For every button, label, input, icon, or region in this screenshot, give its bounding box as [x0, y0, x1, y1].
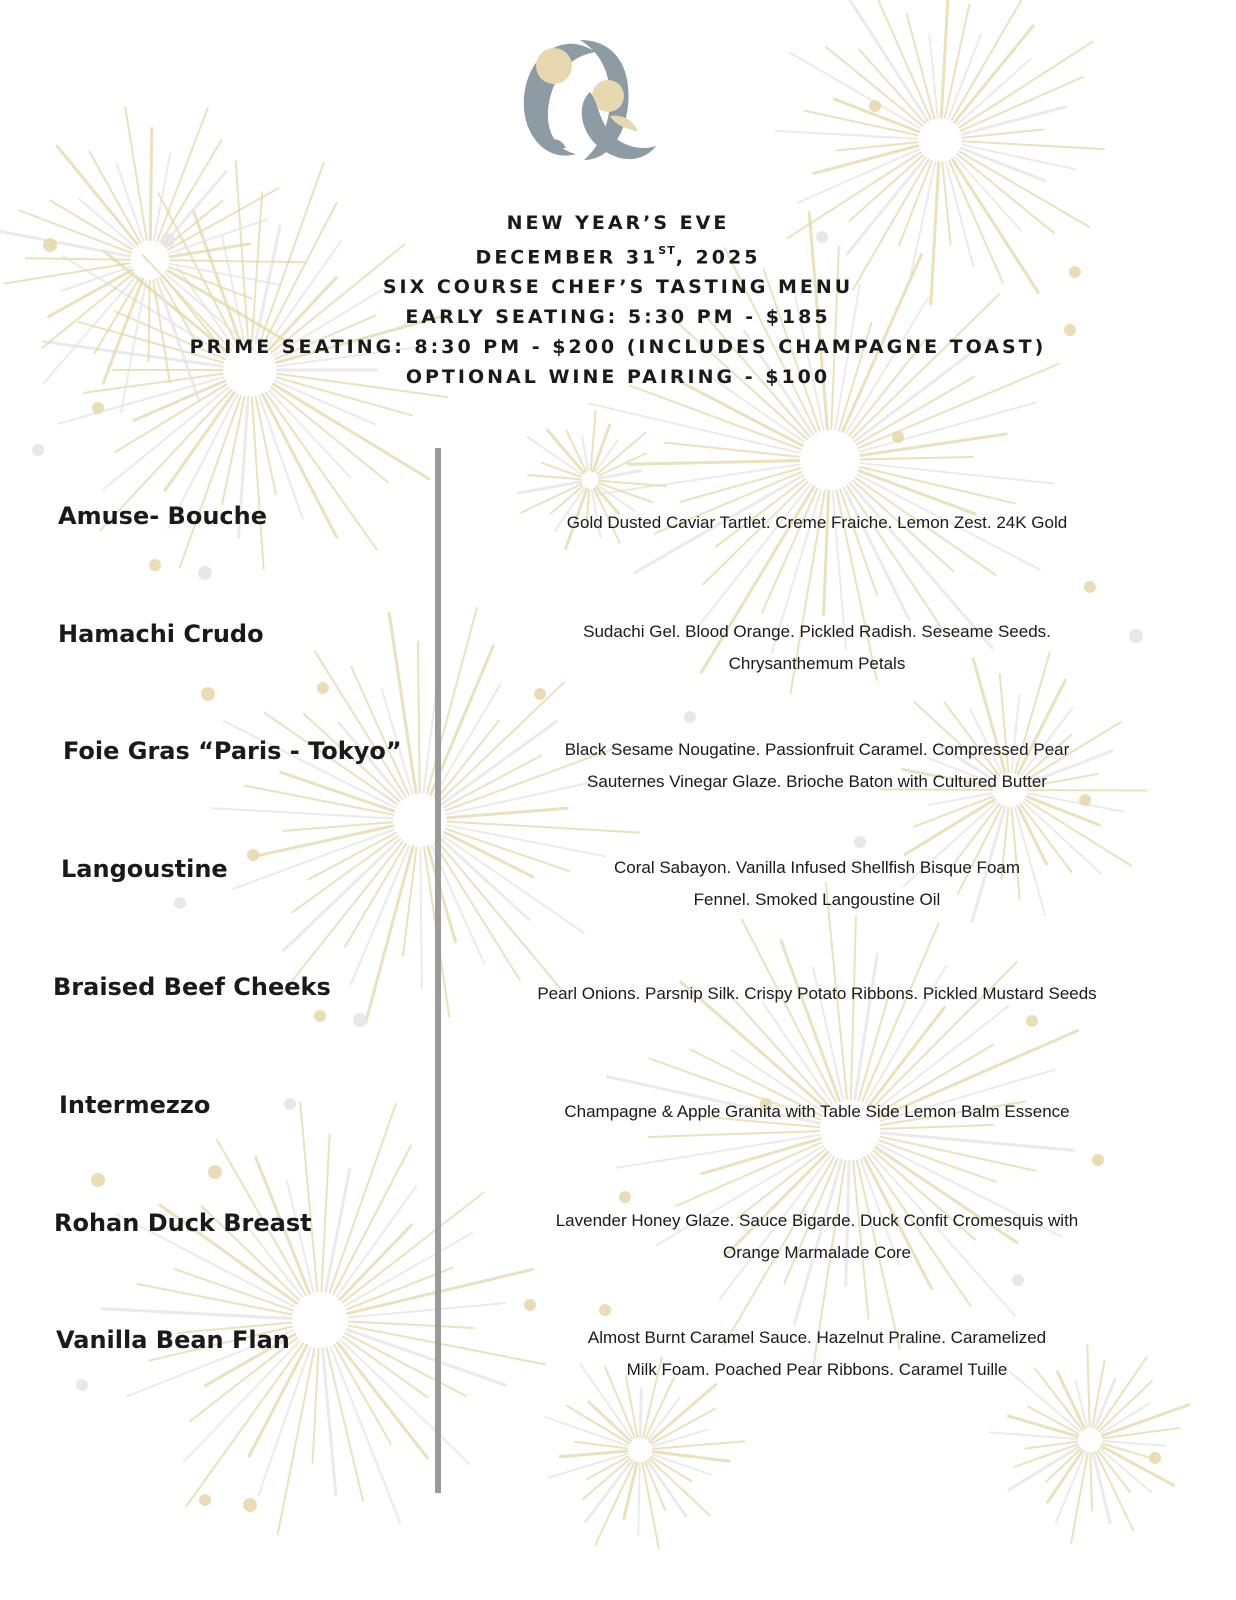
sparkle-dot	[32, 444, 44, 456]
restaurant-logo	[510, 36, 662, 168]
course-desc-line: Black Sesame Nougatine. Passionfruit Caramel. Compressed Pear	[564, 740, 1070, 759]
course-name-braised-beef-cheeks: Braised Beef Cheeks	[53, 973, 331, 1001]
sparkle-dot	[76, 1379, 88, 1391]
course-desc-langoustine	[470, 852, 1164, 916]
wine-pairing: OPTIONAL WINE PAIRING - $100	[405, 366, 831, 389]
vertical-divider	[435, 448, 441, 1493]
sparkle-dot	[892, 431, 904, 443]
sparkle-dot	[534, 688, 546, 700]
sparkle-dot	[199, 1494, 211, 1506]
course-desc-line: Fennel. Smoked Langoustine Oil	[693, 890, 941, 909]
menu-subtitle: SIX COURSE CHEF’S TASTING MENU	[382, 276, 854, 299]
sparkle-dot	[208, 1165, 222, 1179]
course-desc-hamachi-crudo	[470, 616, 1164, 680]
sparkle-dot	[1026, 1015, 1038, 1027]
course-desc-vanilla-bean-flan	[470, 1322, 1164, 1386]
event-title: NEW YEAR’S EVE	[506, 212, 730, 234]
event-date	[0, 238, 1236, 272]
sparkle-dot	[201, 687, 215, 701]
sparkle-dot	[317, 682, 329, 694]
sparkle-dot	[174, 897, 186, 909]
sparkle-dot	[314, 1010, 326, 1022]
sparkle-dot	[524, 1299, 536, 1311]
course-name-foie-gras: Foie Gras “Paris - Tokyo”	[63, 737, 402, 765]
course-desc-line: Milk Foam. Poached Pear Ribbons. Caramel Tuille	[626, 1360, 1008, 1379]
event-date-ordinal: ST	[658, 244, 676, 257]
firework-burst	[545, 1357, 744, 1548]
course-name-vanilla-bean-flan: Vanilla Bean Flan	[56, 1326, 290, 1354]
course-desc-line: Pearl Onions. Parsnip Silk. Crispy Potato Ribbons. Pickled Mustard Seeds	[537, 984, 1097, 1003]
course-desc-line: Chrysanthemum Petals	[728, 654, 906, 673]
course-name-intermezzo: Intermezzo	[59, 1091, 211, 1119]
sparkle-dot	[1092, 1154, 1104, 1166]
event-date-main: DECEMBER 31	[475, 246, 659, 269]
course-desc-line: Sauternes Vinegar Glaze. Brioche Baton with Cultured Butter	[587, 772, 1047, 791]
sparkle-dot	[149, 559, 161, 571]
sparkle-dot	[198, 566, 212, 580]
sparkle-dot	[684, 711, 696, 723]
sparkle-dot	[1149, 1452, 1161, 1464]
firework-burst	[102, 1102, 545, 1534]
sparkle-dot	[92, 402, 104, 414]
course-desc-line: Coral Sabayon. Vanilla Infused Shellfish Bisque Foam	[613, 858, 1021, 877]
course-desc-foie-gras	[470, 734, 1164, 798]
sparkle-dot	[1084, 581, 1096, 593]
course-desc-intermezzo	[470, 1096, 1164, 1128]
course-name-rohan-duck-breast: Rohan Duck Breast	[54, 1209, 312, 1237]
course-desc-line: Gold Dusted Caviar Tartlet. Creme Fraiche. Lemon Zest. 24K Gold	[566, 513, 1068, 532]
course-name-amuse-bouche: Amuse- Bouche	[58, 502, 268, 530]
menu-header	[0, 208, 1236, 392]
course-desc-braised-beef-cheeks	[470, 978, 1164, 1010]
sparkle-dot	[599, 1304, 611, 1316]
course-name-langoustine: Langoustine	[61, 855, 228, 883]
course-name-hamachi-crudo: Hamachi Crudo	[58, 620, 264, 648]
sparkle-dot	[247, 849, 259, 861]
sparkle-dot	[284, 1098, 296, 1110]
course-desc-amuse-bouche	[470, 507, 1164, 539]
course-desc-line: Almost Burnt Caramel Sauce. Hazelnut Praline. Caramelized	[587, 1328, 1047, 1347]
sparkle-dot	[869, 100, 881, 112]
course-desc-line: Lavender Honey Glaze. Sauce Bigarde. Duck Confit Cromesquis with	[555, 1211, 1079, 1230]
course-desc-line: Orange Marmalade Core	[722, 1243, 912, 1262]
course-desc-line: Champagne & Apple Granita with Table Side Lemon Balm Essence	[564, 1102, 1070, 1121]
sparkle-dot	[1012, 1274, 1024, 1286]
sparkle-dot	[243, 1498, 257, 1512]
event-date-year: , 2025	[675, 246, 761, 269]
prime-seating: PRIME SEATING: 8:30 PM - $200 (INCLUDES CHAMPAGNE TOAST)	[189, 336, 1047, 359]
sparkle-dot	[854, 836, 866, 848]
course-desc-line: Sudachi Gel. Blood Orange. Pickled Radish. Seseame Seeds.	[583, 622, 1051, 641]
course-desc-rohan-duck-breast	[470, 1205, 1164, 1269]
sparkle-dot	[91, 1173, 105, 1187]
sparkle-dot	[353, 1013, 367, 1027]
early-seating: EARLY SEATING: 5:30 PM - $185	[405, 306, 831, 329]
sparkle-dot	[619, 1191, 631, 1203]
